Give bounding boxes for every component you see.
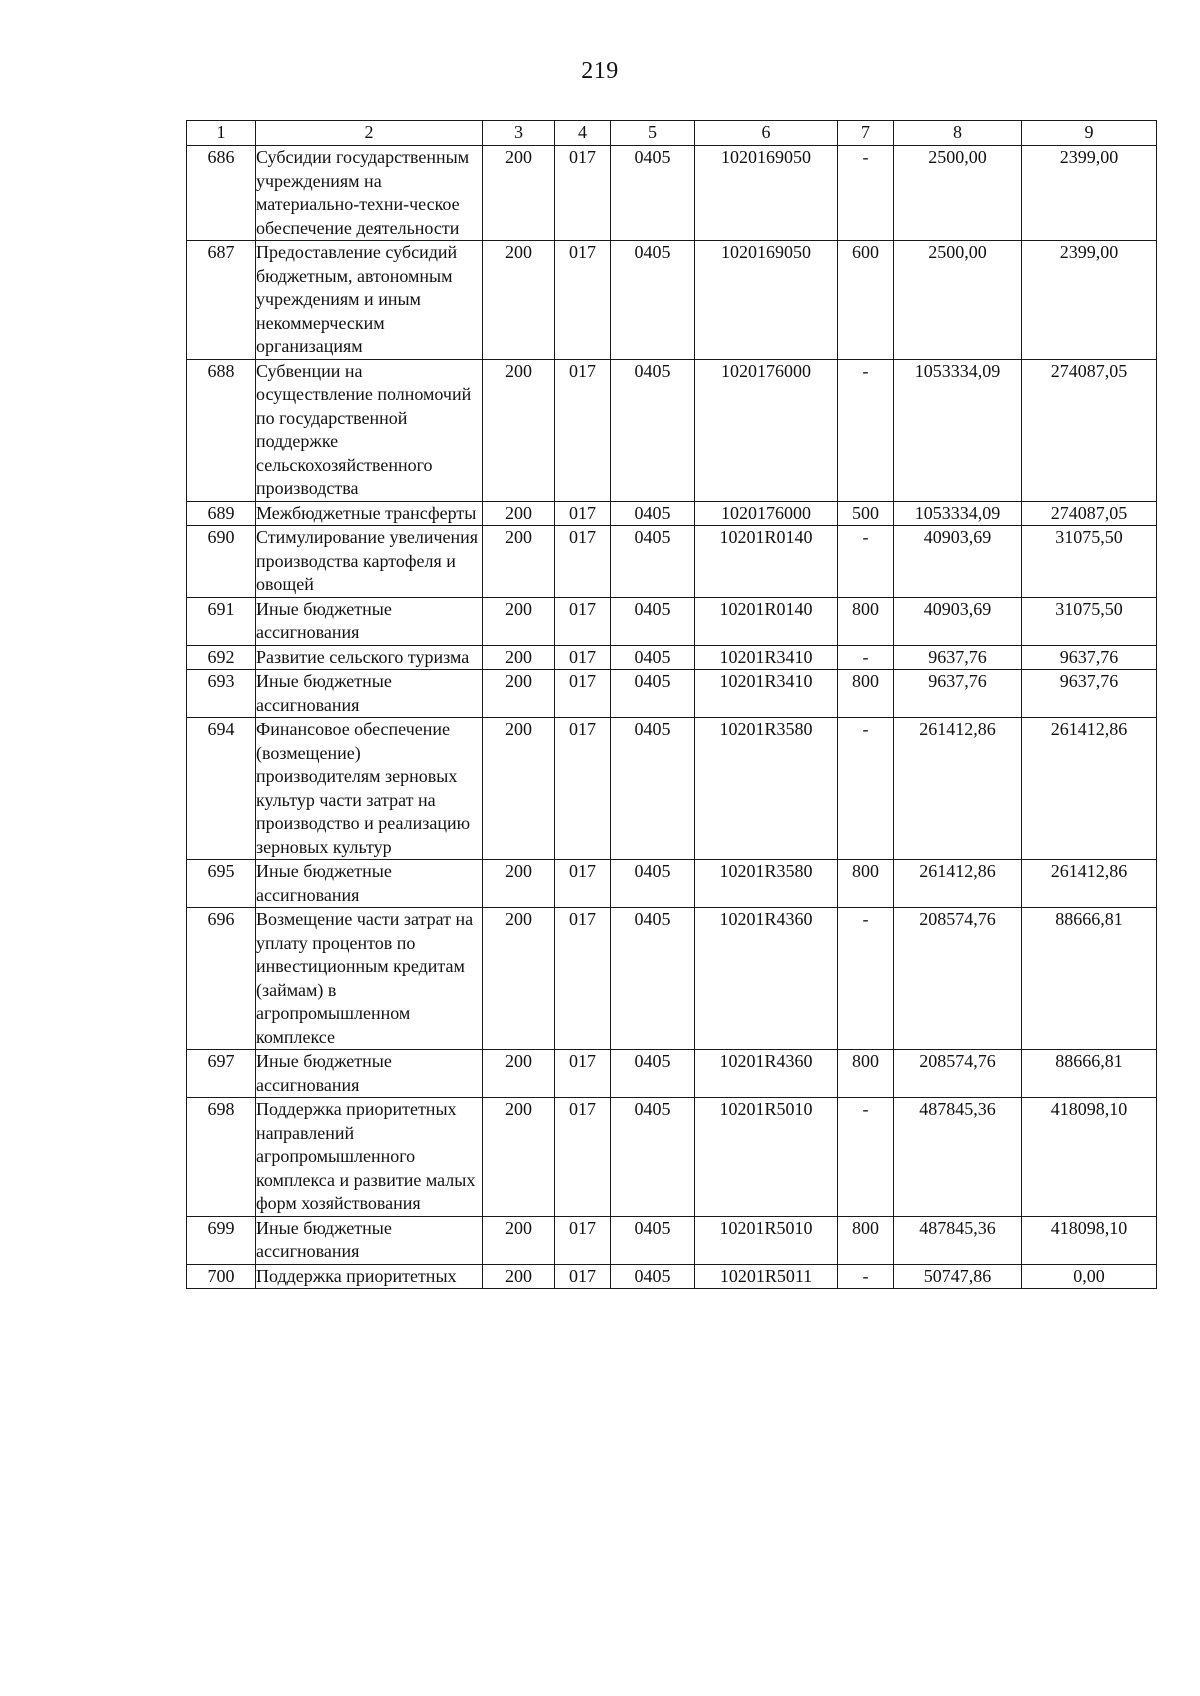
row-number: 690	[187, 526, 256, 598]
row-col-5: 0405	[611, 1264, 695, 1289]
table-row	[187, 645, 1157, 670]
row-col-4: 017	[555, 501, 611, 526]
table-header	[187, 121, 1157, 146]
row-col-6: 10201R5010	[695, 1098, 838, 1217]
header-col-9: 9	[1022, 121, 1157, 146]
row-col-7: -	[838, 718, 894, 860]
row-col-5: 0405	[611, 526, 695, 598]
row-name: Иные бюджетные ассигнования	[256, 1050, 483, 1098]
table-row	[187, 1098, 1157, 1217]
row-col-4: 017	[555, 146, 611, 241]
row-col-3: 200	[483, 359, 555, 501]
row-col-3: 200	[483, 1098, 555, 1217]
row-col-7: -	[838, 1264, 894, 1289]
header-col-7: 7	[838, 121, 894, 146]
row-col-7: -	[838, 359, 894, 501]
row-amount-9: 261412,86	[1022, 860, 1157, 908]
row-col-4: 017	[555, 645, 611, 670]
row-amount-8: 1053334,09	[894, 359, 1022, 501]
header-col-1: 1	[187, 121, 256, 146]
header-col-2: 2	[256, 121, 483, 146]
row-col-5: 0405	[611, 1098, 695, 1217]
row-col-7: 800	[838, 670, 894, 718]
row-col-6: 10201R3580	[695, 860, 838, 908]
row-col-5: 0405	[611, 359, 695, 501]
row-name: Иные бюджетные ассигнования	[256, 597, 483, 645]
row-amount-8: 40903,69	[894, 526, 1022, 598]
row-amount-8: 9637,76	[894, 670, 1022, 718]
table-body	[187, 146, 1157, 1289]
row-col-7: 500	[838, 501, 894, 526]
row-col-6: 10201R4360	[695, 908, 838, 1050]
row-amount-8: 208574,76	[894, 1050, 1022, 1098]
table-row	[187, 1050, 1157, 1098]
row-amount-9: 88666,81	[1022, 908, 1157, 1050]
row-col-7: 800	[838, 597, 894, 645]
row-col-3: 200	[483, 597, 555, 645]
row-amount-9: 261412,86	[1022, 718, 1157, 860]
row-name: Иные бюджетные ассигнования	[256, 670, 483, 718]
row-number: 699	[187, 1216, 256, 1264]
row-number: 688	[187, 359, 256, 501]
row-amount-8: 2500,00	[894, 241, 1022, 360]
row-col-3: 200	[483, 146, 555, 241]
row-number: 691	[187, 597, 256, 645]
row-name: Иные бюджетные ассигнования	[256, 860, 483, 908]
row-col-3: 200	[483, 526, 555, 598]
row-col-5: 0405	[611, 1216, 695, 1264]
row-col-6: 10201R3410	[695, 645, 838, 670]
row-amount-8: 1053334,09	[894, 501, 1022, 526]
row-col-4: 017	[555, 1098, 611, 1217]
row-col-5: 0405	[611, 241, 695, 360]
row-amount-9: 31075,50	[1022, 597, 1157, 645]
row-amount-9: 88666,81	[1022, 1050, 1157, 1098]
row-amount-8: 487845,36	[894, 1098, 1022, 1217]
row-name: Предоставление субсидий бюджетным, автономным учреждениям и иным некоммерческим организациям	[256, 241, 483, 360]
row-col-3: 200	[483, 241, 555, 360]
row-col-5: 0405	[611, 718, 695, 860]
row-amount-9: 9637,76	[1022, 670, 1157, 718]
row-col-6: 10201R3580	[695, 718, 838, 860]
row-col-6: 10201R3410	[695, 670, 838, 718]
row-col-6: 1020176000	[695, 359, 838, 501]
row-col-6: 10201R0140	[695, 526, 838, 598]
row-col-6: 1020169050	[695, 241, 838, 360]
budget-table	[186, 120, 1157, 1289]
row-number: 686	[187, 146, 256, 241]
row-amount-9: 2399,00	[1022, 146, 1157, 241]
table-row	[187, 241, 1157, 360]
table-row	[187, 1264, 1157, 1289]
row-amount-8: 208574,76	[894, 908, 1022, 1050]
row-col-7: 800	[838, 860, 894, 908]
header-col-5: 5	[611, 121, 695, 146]
table-row	[187, 146, 1157, 241]
row-col-7: 800	[838, 1216, 894, 1264]
row-name: Финансовое обеспечение (возмещение) производителям зерновых культур части затрат на производство и реализацию зерновых культур	[256, 718, 483, 860]
row-name: Стимулирование увеличения производства картофеля и овощей	[256, 526, 483, 598]
row-col-4: 017	[555, 1216, 611, 1264]
row-col-4: 017	[555, 526, 611, 598]
row-name: Поддержка приоритетных направлений агропромышленного комплекса и развитие малых форм хозяйствования	[256, 1098, 483, 1217]
row-amount-8: 50747,86	[894, 1264, 1022, 1289]
row-col-5: 0405	[611, 908, 695, 1050]
row-amount-8: 487845,36	[894, 1216, 1022, 1264]
row-name: Развитие сельского туризма	[256, 645, 483, 670]
row-col-3: 200	[483, 718, 555, 860]
row-col-3: 200	[483, 1050, 555, 1098]
row-amount-8: 9637,76	[894, 645, 1022, 670]
row-name: Субсидии государственным учреждениям на материально-техни-ческое обеспечение деятельности	[256, 146, 483, 241]
row-name: Поддержка приоритетных	[256, 1264, 483, 1289]
row-col-7: 800	[838, 1050, 894, 1098]
page-number: 219	[581, 58, 619, 84]
row-amount-9: 9637,76	[1022, 645, 1157, 670]
row-amount-9: 418098,10	[1022, 1098, 1157, 1217]
row-col-3: 200	[483, 1216, 555, 1264]
row-number: 692	[187, 645, 256, 670]
row-col-4: 017	[555, 241, 611, 360]
row-name: Возмещение части затрат на уплату процентов по инвестиционным кредитам (займам) в агропромышленном комплексе	[256, 908, 483, 1050]
row-name: Субвенции на осуществление полномочий по государственной поддержке сельскохозяйственного производства	[256, 359, 483, 501]
row-col-5: 0405	[611, 670, 695, 718]
row-col-7: -	[838, 908, 894, 1050]
row-name: Иные бюджетные ассигнования	[256, 1216, 483, 1264]
row-amount-9: 0,00	[1022, 1264, 1157, 1289]
row-amount-8: 2500,00	[894, 146, 1022, 241]
row-col-7: -	[838, 645, 894, 670]
row-col-7: -	[838, 146, 894, 241]
row-col-6: 10201R4360	[695, 1050, 838, 1098]
row-col-7: -	[838, 526, 894, 598]
row-col-4: 017	[555, 670, 611, 718]
table-row	[187, 1216, 1157, 1264]
row-col-6: 1020169050	[695, 146, 838, 241]
row-col-4: 017	[555, 1264, 611, 1289]
table-row	[187, 597, 1157, 645]
row-col-7: -	[838, 1098, 894, 1217]
table-row	[187, 860, 1157, 908]
row-amount-9: 274087,05	[1022, 359, 1157, 501]
row-col-6: 10201R5010	[695, 1216, 838, 1264]
row-col-5: 0405	[611, 597, 695, 645]
row-number: 696	[187, 908, 256, 1050]
row-col-5: 0405	[611, 1050, 695, 1098]
row-amount-8: 40903,69	[894, 597, 1022, 645]
row-col-5: 0405	[611, 146, 695, 241]
row-col-3: 200	[483, 1264, 555, 1289]
row-number: 695	[187, 860, 256, 908]
row-col-3: 200	[483, 908, 555, 1050]
row-col-7: 600	[838, 241, 894, 360]
row-col-6: 10201R5011	[695, 1264, 838, 1289]
row-col-4: 017	[555, 718, 611, 860]
table-row	[187, 908, 1157, 1050]
row-amount-8: 261412,86	[894, 860, 1022, 908]
table-row	[187, 670, 1157, 718]
table-row	[187, 526, 1157, 598]
row-amount-8: 261412,86	[894, 718, 1022, 860]
row-amount-9: 274087,05	[1022, 501, 1157, 526]
row-col-3: 200	[483, 860, 555, 908]
row-col-3: 200	[483, 645, 555, 670]
header-col-3: 3	[483, 121, 555, 146]
row-number: 697	[187, 1050, 256, 1098]
row-amount-9: 31075,50	[1022, 526, 1157, 598]
row-col-4: 017	[555, 597, 611, 645]
header-col-6: 6	[695, 121, 838, 146]
header-col-8: 8	[894, 121, 1022, 146]
row-number: 689	[187, 501, 256, 526]
row-col-5: 0405	[611, 645, 695, 670]
row-number: 698	[187, 1098, 256, 1217]
row-number: 694	[187, 718, 256, 860]
row-col-3: 200	[483, 670, 555, 718]
row-col-4: 017	[555, 359, 611, 501]
row-name: Межбюджетные трансферты	[256, 501, 483, 526]
row-col-5: 0405	[611, 860, 695, 908]
table-row	[187, 359, 1157, 501]
row-col-6: 1020176000	[695, 501, 838, 526]
row-col-4: 017	[555, 860, 611, 908]
row-col-6: 10201R0140	[695, 597, 838, 645]
table-row	[187, 718, 1157, 860]
row-col-5: 0405	[611, 501, 695, 526]
row-col-4: 017	[555, 908, 611, 1050]
row-col-4: 017	[555, 1050, 611, 1098]
header-col-4: 4	[555, 121, 611, 146]
row-number: 700	[187, 1264, 256, 1289]
row-number: 687	[187, 241, 256, 360]
row-col-3: 200	[483, 501, 555, 526]
header-row	[187, 121, 1157, 146]
row-amount-9: 2399,00	[1022, 241, 1157, 360]
row-number: 693	[187, 670, 256, 718]
table-row	[187, 501, 1157, 526]
row-amount-9: 418098,10	[1022, 1216, 1157, 1264]
